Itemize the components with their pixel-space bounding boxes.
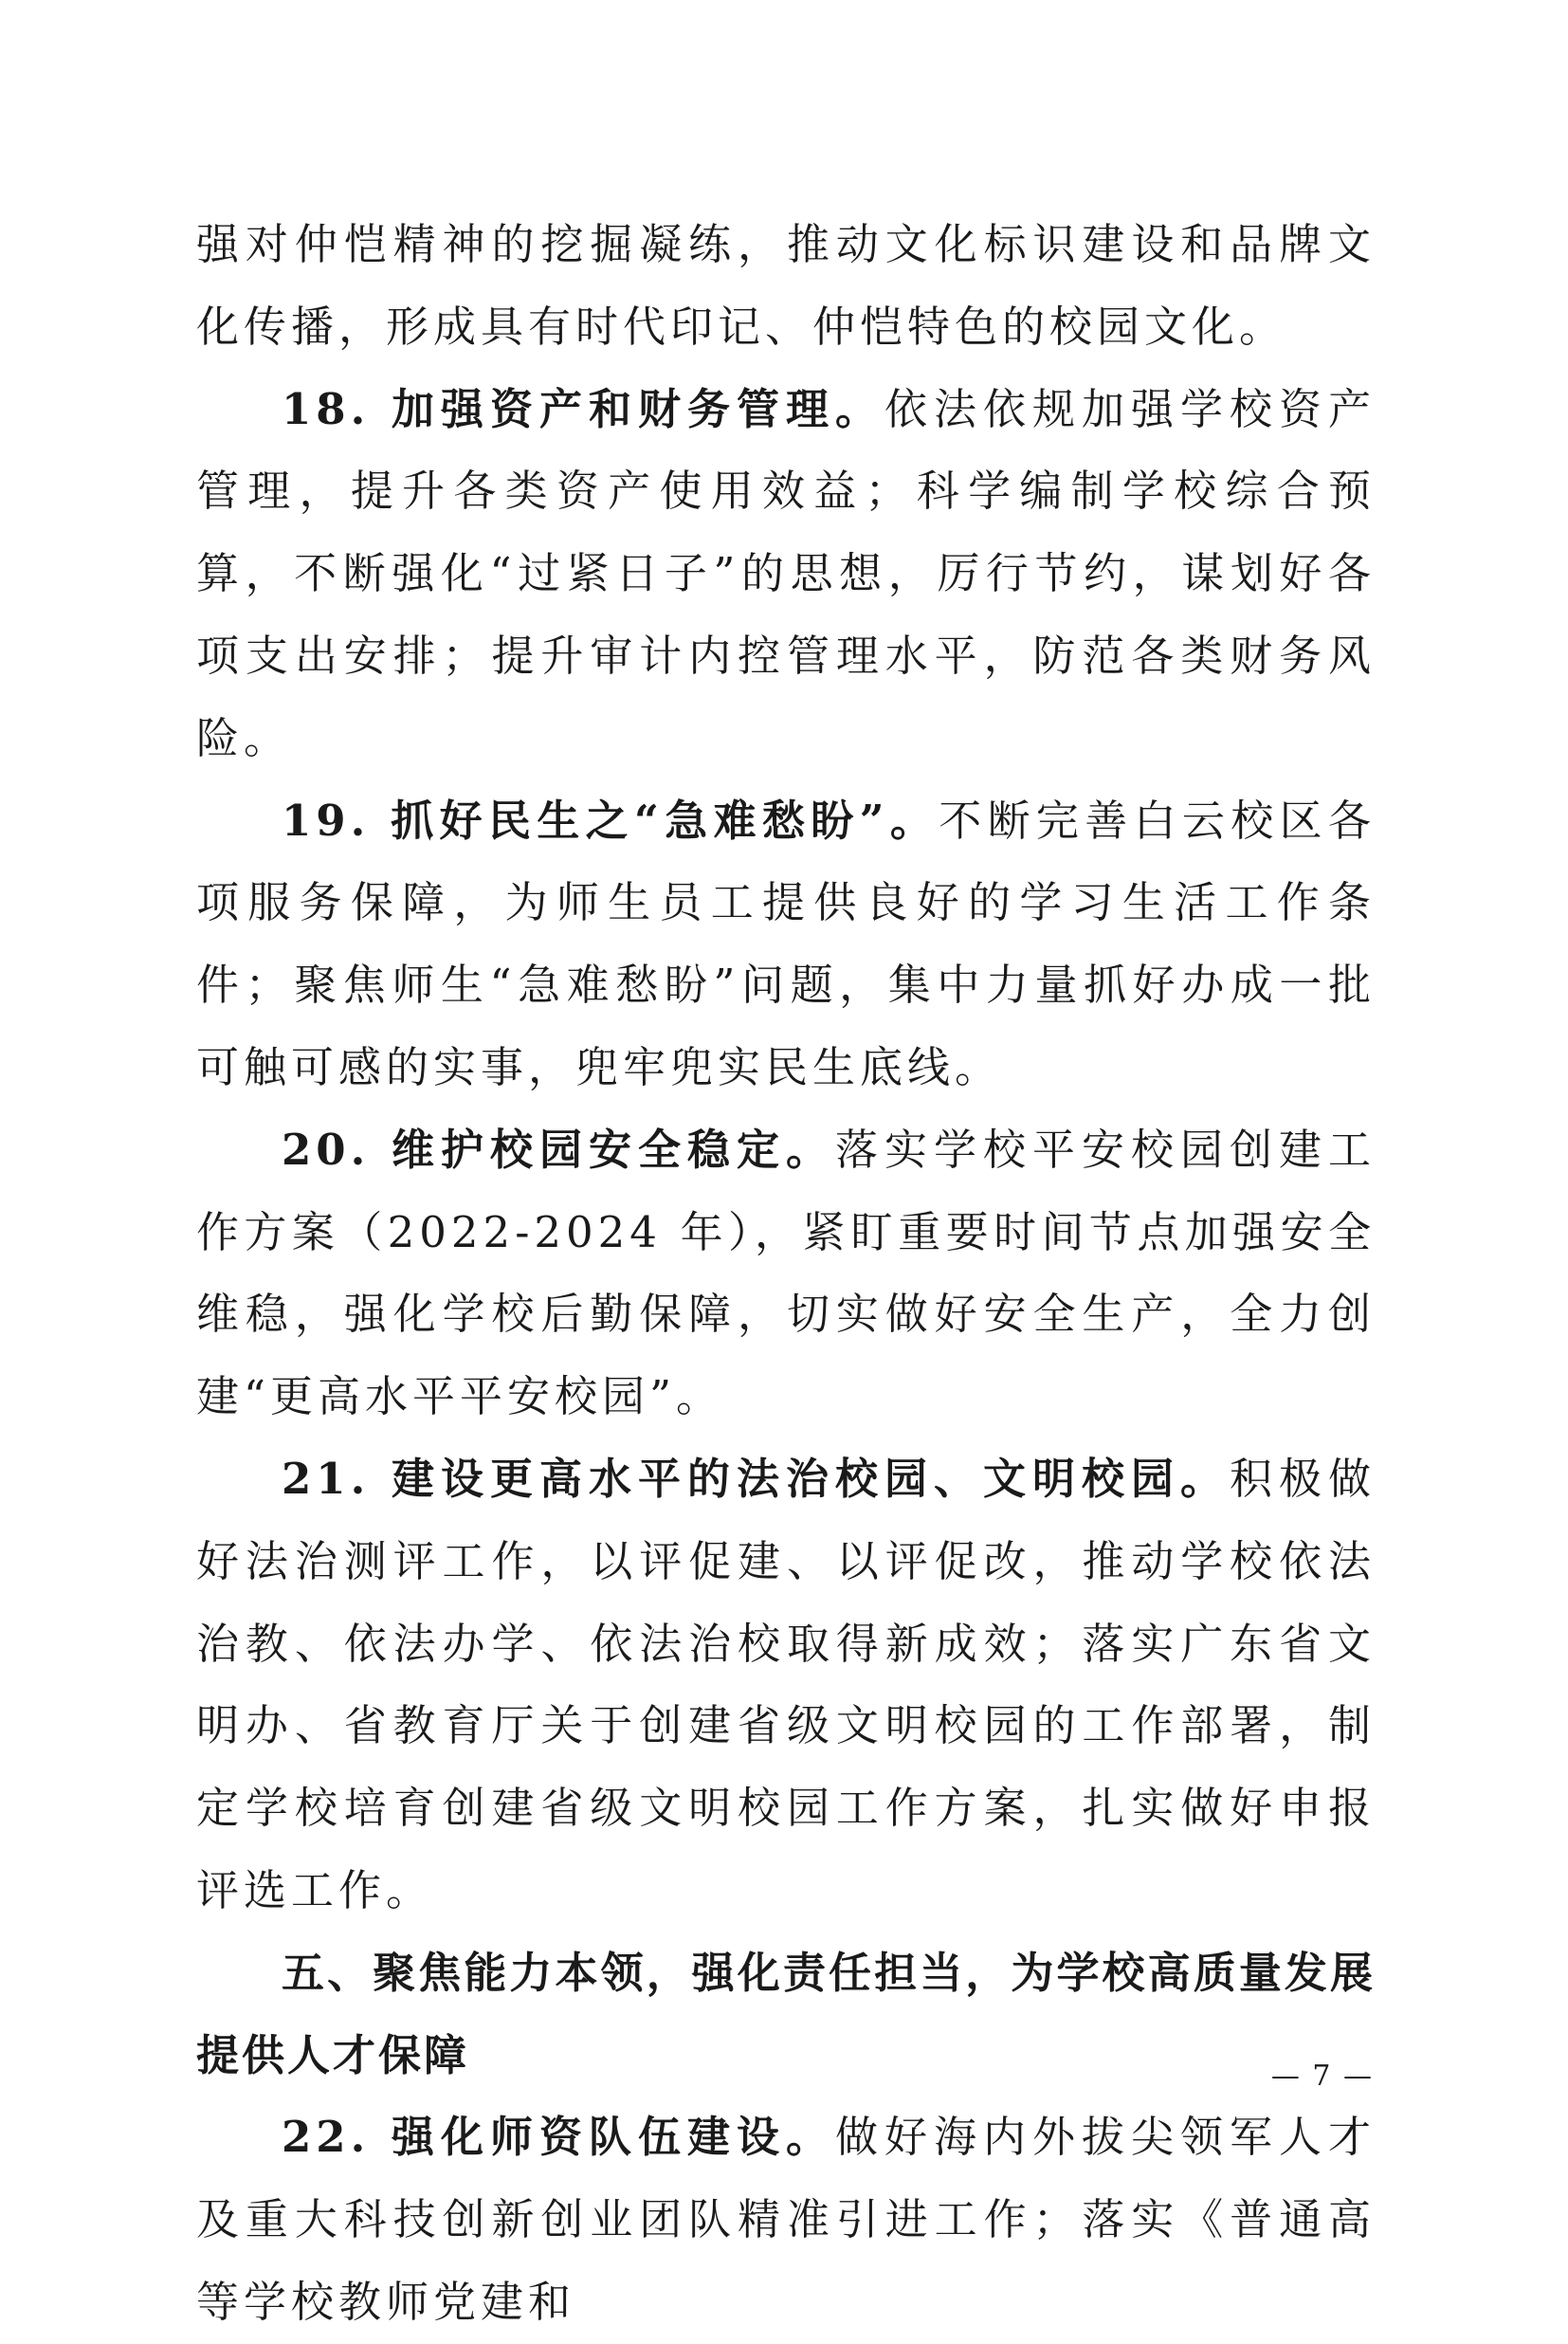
item-21-title: 21. 建设更高水平的法治校园、文明校园。 <box>282 1453 1230 1504</box>
item-18-body: 依法依规加强学校资产管理，提升各类资产使用效益；科学编制学校综合预算，不断强化“过紧日子”的思想，厉行节约，谋划好各项支出安排；提升审计内控管理水平，防范各类财务风险。 <box>196 383 1376 763</box>
item-20-title: 20. 维护校园安全稳定。 <box>282 1124 835 1175</box>
item-18-paragraph <box>196 369 1376 780</box>
item-22-paragraph <box>196 2097 1376 2343</box>
item-22-title: 22. 强化师资队伍建设。 <box>282 2112 835 2163</box>
item-18-title: 18. 加强资产和财务管理。 <box>282 383 884 434</box>
item-20-paragraph <box>196 1109 1376 1438</box>
item-19-title: 19. 抓好民生之“急难愁盼”。 <box>282 795 939 846</box>
page-number: — 7 — <box>1270 2060 1374 2093</box>
item-21-paragraph <box>196 1438 1376 1932</box>
item-19-paragraph <box>196 780 1376 1109</box>
section-5-heading: 五、聚焦能力本领，强化责任担当，为学校高质量发展提供人才保障 <box>196 1947 1376 2080</box>
continued-paragraph: 强对仲恺精神的挖掘凝练，推动文化标识建设和品牌文化传播，形成具有时代印记、仲恺特色的校园文化。 <box>196 219 1376 352</box>
item-20-body: 落实学校平安校园创建工作方案（2022-2024 年），紧盯重要时间节点加强安全维稳，强化学校后勤保障，切实做好安全生产，全力创建“更高水平平安校园”。 <box>196 1124 1376 1422</box>
item-22-body: 做好海内外拔尖领军人才及重大科技创新创业团队精准引进工作；落实《普通高等学校教师党建和 <box>196 2112 1376 2327</box>
document-page <box>196 204 1376 2344</box>
item-21-body: 积极做好法治测评工作，以评促建、以评促改，推动学校依法治教、依法办学、依法治校取得新成效；落实广东省文明办、省教育厅关于创建省级文明校园的工作部署，制定学校培育创建省级文明校园工作方案，扎实做好申报评选工作。 <box>196 1453 1376 1915</box>
item-19-body: 不断完善白云校区各项服务保障，为师生员工提供良好的学习生活工作条件；聚焦师生“急难愁盼”问题，集中力量抓好办成一批可触可感的实事，兜牢兜实民生底线。 <box>196 795 1376 1092</box>
